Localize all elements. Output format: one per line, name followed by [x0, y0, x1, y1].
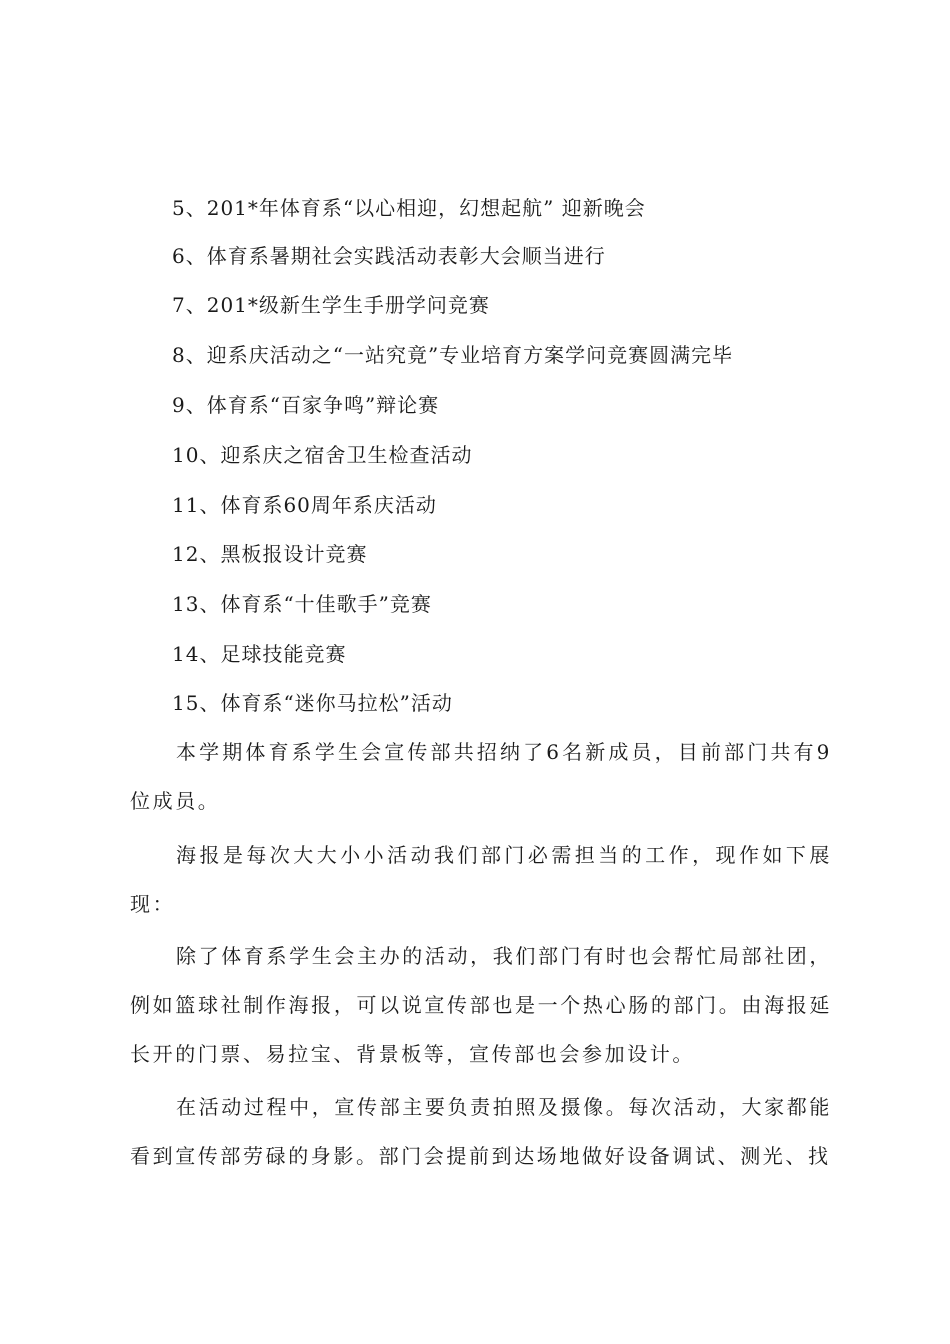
paragraph-photography: 在活动过程中，宣传部主要负责拍照及摄像。每次活动，大家都能看到宣传部劳碌的身影。部门会提前到达场地做好设备调试、测光、找 [130, 1095, 832, 1168]
list-item: 5、201*年体育系“以心相迎，幻想起航” 迎新晚会 [172, 196, 646, 220]
list-item: 10、迎系庆之宿舍卫生检查活动 [172, 443, 473, 467]
list-item: 13、体育系“十佳歌手”竞赛 [172, 592, 432, 616]
list-item: 7、201*级新生学生手册学问竞赛 [172, 293, 490, 317]
paragraph-design: 除了体育系学生会主办的活动，我们部门有时也会帮忙局部社团，例如篮球社制作海报，可以说宣传部也是一个热心肠的部门。由海报延长开的门票、易拉宝、背景板等，宣传部也会参加设计。 [130, 944, 832, 1066]
list-item: 9、体育系“百家争鸣”辩论赛 [172, 393, 440, 417]
list-item: 12、黑板报设计竞赛 [172, 542, 368, 566]
list-item: 14、足球技能竞赛 [172, 642, 347, 666]
paragraph-posters: 海报是每次大大小小活动我们部门必需担当的工作，现作如下展现： [130, 843, 832, 916]
list-item: 8、迎系庆活动之“一站究竟”专业培育方案学问竞赛圆满完毕 [172, 343, 734, 367]
paragraph-members: 本学期体育系学生会宣传部共招纳了6名新成员，目前部门共有9位成员。 [130, 740, 832, 813]
list-item: 6、体育系暑期社会实践活动表彰大会顺当进行 [172, 244, 606, 268]
list-item: 11、体育系60周年系庆活动 [172, 493, 437, 517]
list-item: 15、体育系“迷你马拉松”活动 [172, 691, 453, 715]
